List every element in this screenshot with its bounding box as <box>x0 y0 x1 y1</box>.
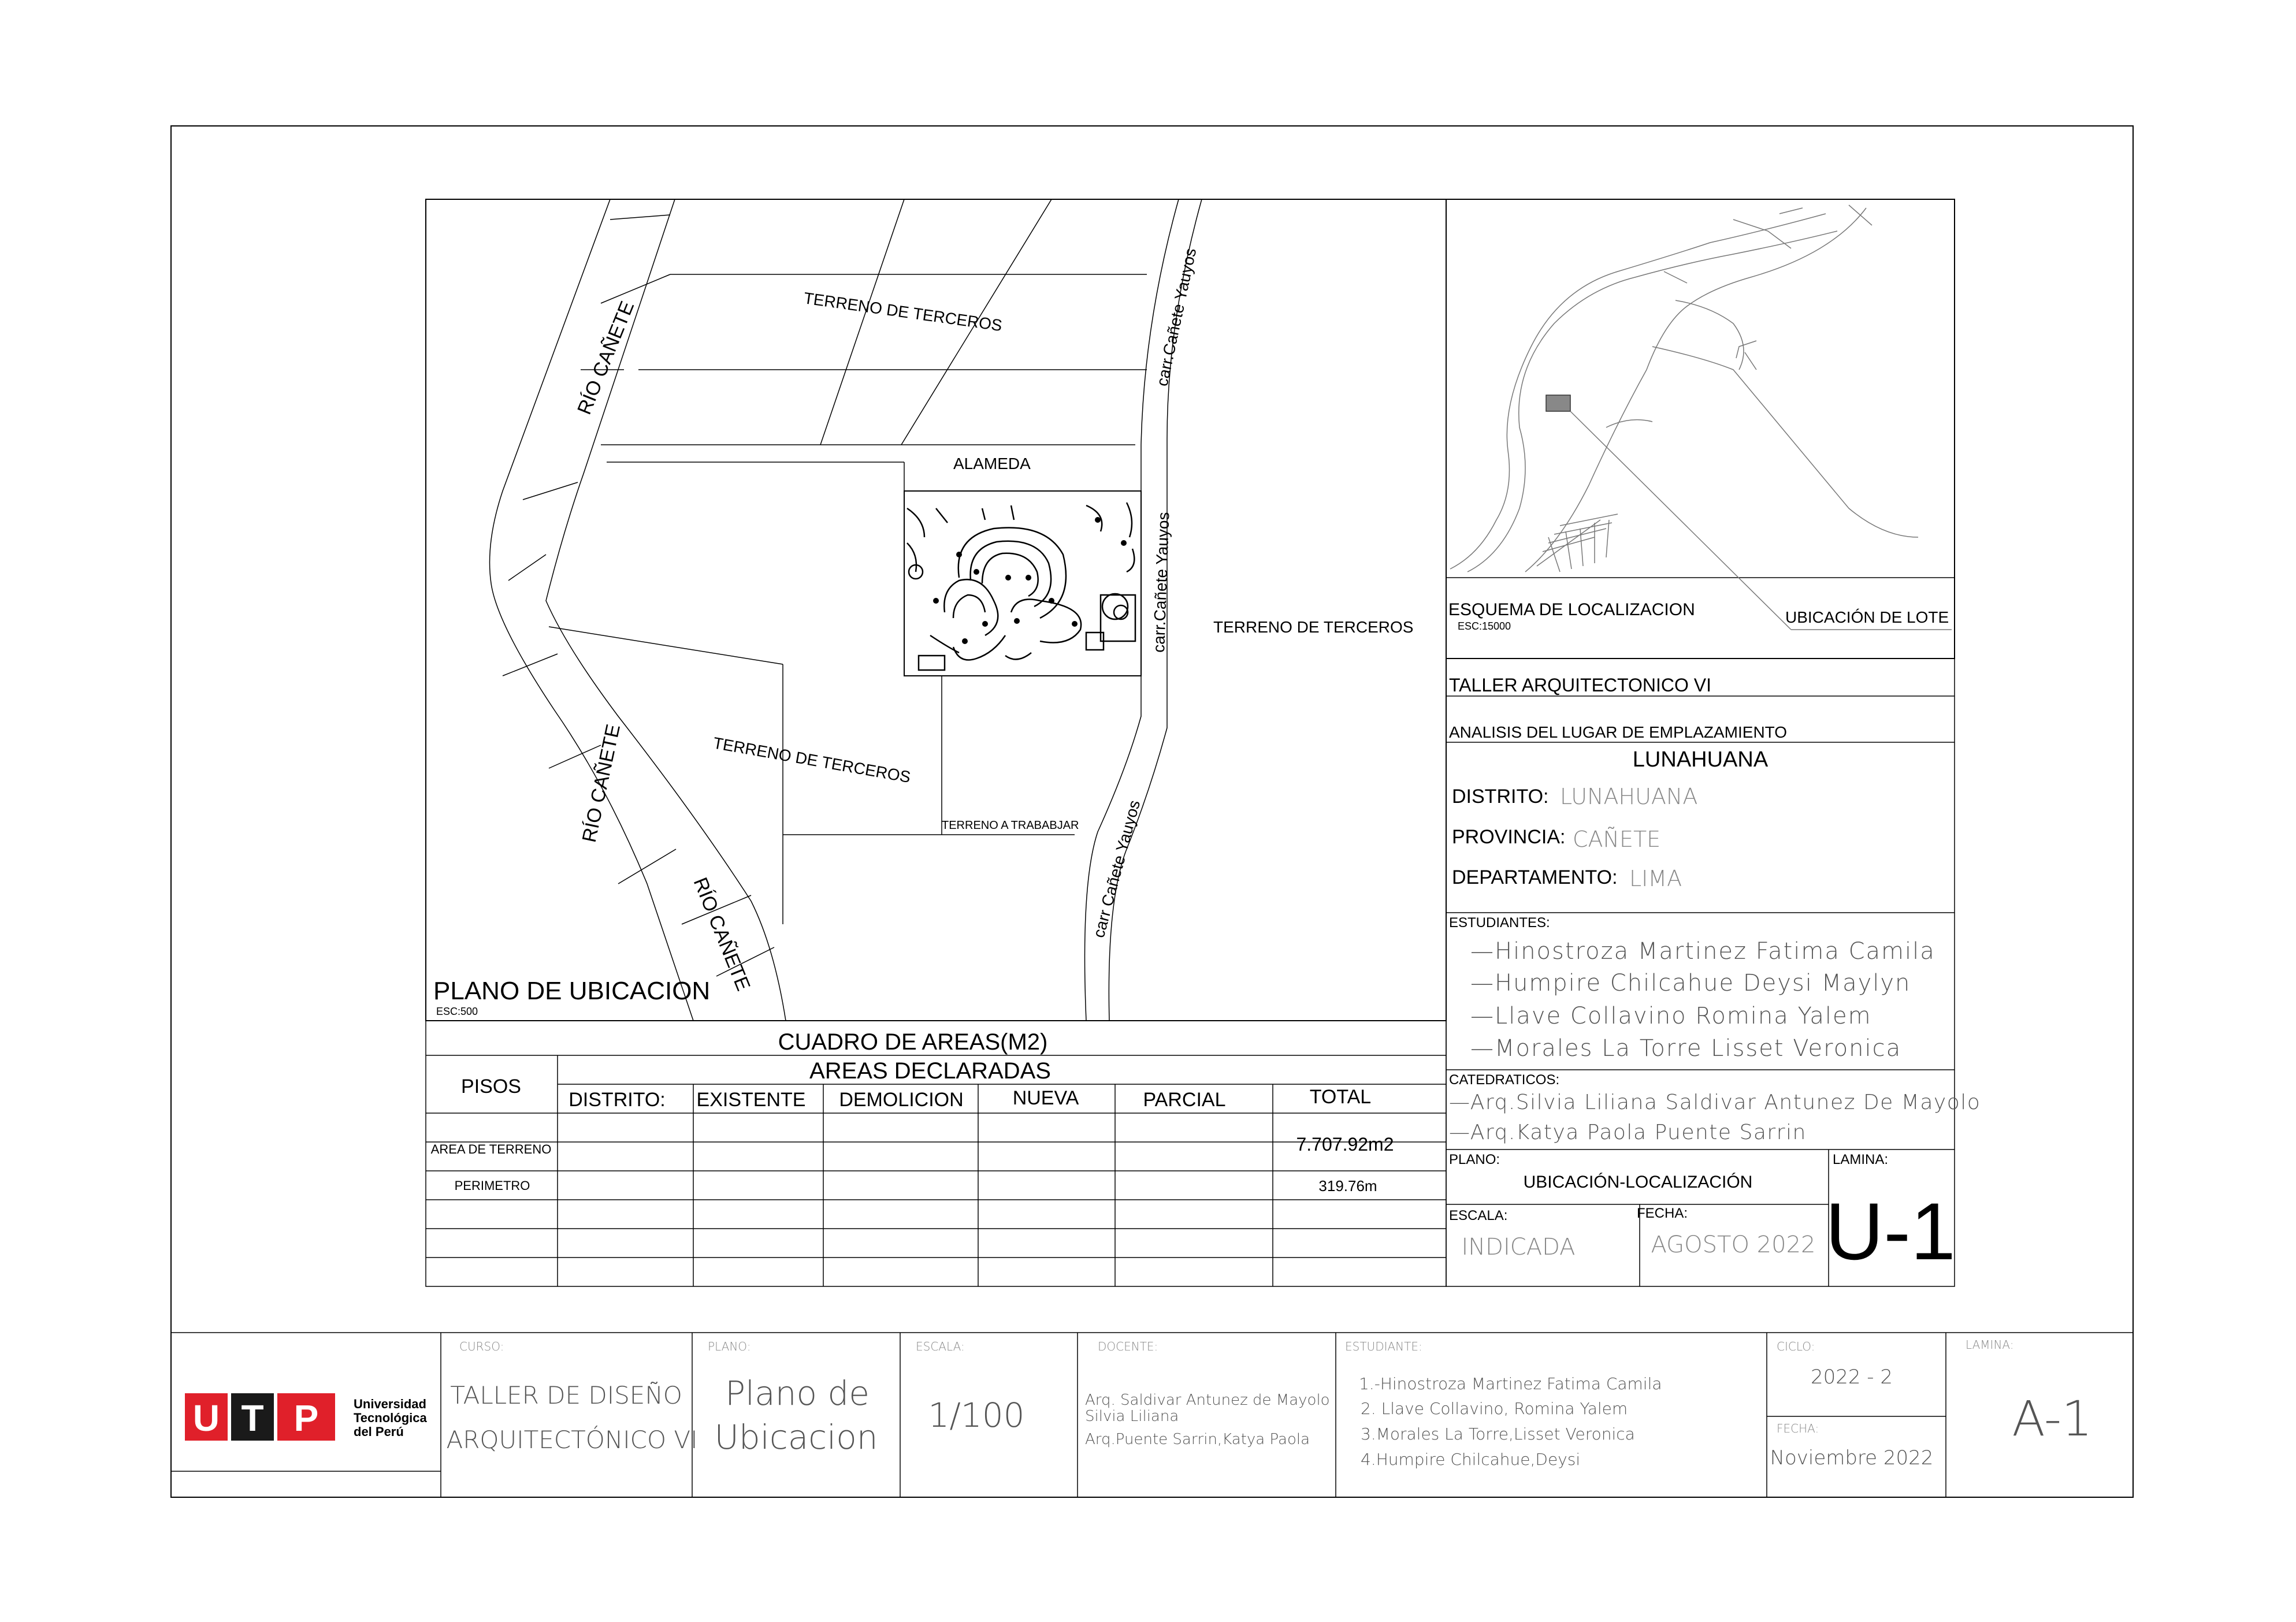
location-road-north <box>1664 205 1872 283</box>
student-3: —Llave Collavino Romina Yalem <box>1470 1003 1872 1029</box>
row-perimetro-total: 319.76m <box>1318 1177 1377 1195</box>
project-lot <box>904 491 1141 676</box>
logo-text-2: Tecnológica <box>354 1411 427 1425</box>
location-road-main <box>1525 208 1866 572</box>
provincia-label: PROVINCIA: <box>1452 826 1566 848</box>
label-terreno-terceros-right: TERRENO DE TERCEROS <box>1213 618 1414 636</box>
tb-plano-label: PLANO: <box>708 1340 751 1353</box>
col-pisos: PISOS <box>461 1076 521 1098</box>
logo-text-3: del Perú <box>354 1424 404 1439</box>
river-right-bank <box>546 199 786 1021</box>
label-carr-canete-yauyos-1: carr.Cañete Yauyos <box>1153 246 1200 388</box>
site-plan <box>426 199 1446 1021</box>
tb-lamina-label: LAMINA: <box>1966 1338 2014 1352</box>
title-block <box>171 1333 2133 1497</box>
plano-value: UBICACIÓN-LOCALIZACIÓN <box>1523 1173 1753 1192</box>
label-rio-canete-3: RÍO CAÑETE <box>689 874 755 994</box>
river-cross-lines <box>503 215 774 976</box>
label-terreno-terceros-top: TERRENO DE TERCEROS <box>803 289 1004 335</box>
location-lot-marker <box>1546 395 1570 411</box>
tb-fecha-label: FECHA: <box>1777 1422 1819 1435</box>
tb-estudiante-1: 1.-Hinostroza Martinez Fatima Camila <box>1359 1374 1662 1393</box>
row-area-terreno-total: 7.707.92m2 <box>1296 1134 1394 1155</box>
escala-label: ESCALA: <box>1449 1208 1508 1223</box>
label-rio-canete-1: RÍO CAÑETE <box>573 298 639 418</box>
tb-lamina-value: A-1 <box>2012 1390 2093 1447</box>
provincia-value: CAÑETE <box>1573 827 1661 852</box>
plan-scale: ESC:500 <box>436 1006 478 1017</box>
info-panel <box>1446 659 1981 1286</box>
tb-escala-value: 1/100 <box>928 1396 1025 1435</box>
location-lot-leader <box>1570 411 1791 630</box>
tb-ciclo-value: 2022 - 2 <box>1810 1366 1893 1389</box>
row-perimetro-label: PERIMETRO <box>454 1178 530 1193</box>
tb-plano-line1: Plano de <box>725 1374 870 1413</box>
location-scale: ESC:15000 <box>1458 620 1511 632</box>
tb-docente-label: DOCENTE: <box>1098 1340 1158 1353</box>
tb-docente-line1: Arq. Saldivar Antunez de Mayolo <box>1085 1392 1330 1409</box>
col-demolicion: DEMOLICION <box>839 1089 964 1111</box>
tb-estudiante-2: 2. Llave Collavino, Romina Yalem <box>1361 1399 1628 1418</box>
student-2: —Humpire Chilcahue Deysi Maylyn <box>1470 970 1911 996</box>
plan-title: PLANO DE UBICACION <box>433 977 711 1005</box>
building-layout <box>907 503 1135 670</box>
professor-1: —Arq.Silvia Liliana Saldivar Antunez De Mayolo <box>1449 1091 1981 1114</box>
student-1: —Hinostroza Martinez Fatima Camila <box>1470 938 1935 965</box>
location-river-lower <box>1467 231 1837 572</box>
label-carr-canete-yauyos-3: carr Cañete Yauyos <box>1089 798 1144 940</box>
plano-label: PLANO: <box>1449 1152 1500 1167</box>
col-nueva: NUEVA <box>1012 1087 1079 1109</box>
tb-escala-label: ESCALA: <box>916 1340 965 1353</box>
professor-2: —Arq.Katya Paola Puente Sarrin <box>1449 1121 1807 1144</box>
students-label: ESTUDIANTES: <box>1449 915 1550 931</box>
departamento-label: DEPARTAMENTO: <box>1452 866 1618 888</box>
logo-letter-p: P <box>293 1397 319 1439</box>
location-road-east <box>1652 347 1918 537</box>
col-total: TOTAL <box>1309 1086 1372 1108</box>
location-hill <box>1736 341 1756 370</box>
tb-curso-label: CURSO: <box>459 1340 504 1353</box>
escala-value: INDICADA <box>1461 1234 1576 1260</box>
utp-logo <box>185 1393 427 1441</box>
tb-fecha-value: Noviembre 2022 <box>1770 1446 1934 1470</box>
tb-ciclo-label: CICLO: <box>1777 1340 1815 1353</box>
areas-title: CUADRO DE AREAS(M2) <box>778 1029 1048 1055</box>
distrito-value: LUNAHUANA <box>1560 784 1698 809</box>
sheet-border <box>171 126 2133 1497</box>
col-distrito: DISTRITO: <box>569 1089 666 1111</box>
label-alameda: ALAMEDA <box>953 455 1031 473</box>
location-town-grid <box>1537 514 1618 572</box>
label-terreno-terceros-mid: TERRENO DE TERCEROS <box>711 734 912 787</box>
student-4: —Morales La Torre Lisset Veronica <box>1470 1035 1902 1062</box>
tb-estudiante-label: ESTUDIANTE: <box>1345 1340 1422 1353</box>
fecha-label: FECHA: <box>1637 1206 1688 1221</box>
tb-docente-line3: Arq.Puente Sarrin,Katya Paola <box>1085 1431 1310 1448</box>
location-scheme <box>1446 199 1955 659</box>
label-terreno-a-trabajar: TERRENO A TRABABJAR <box>942 819 1079 832</box>
location-title: ESQUEMA DE LOCALIZACION <box>1448 600 1695 619</box>
label-carr-canete-yauyos-2: carr.Cañete Yauyos <box>1150 511 1173 653</box>
lamina-value: U-1 <box>1825 1186 1956 1277</box>
tb-estudiante-4: 4.Humpire Chilcahue,Deysi <box>1361 1450 1581 1469</box>
departamento-value: LIMA <box>1629 866 1682 891</box>
tb-docente-line2: Silvia Liliana <box>1085 1408 1179 1425</box>
info-place: LUNAHUANA <box>1632 747 1769 772</box>
logo-letter-u: U <box>192 1397 220 1439</box>
distrito-label: DISTRITO: <box>1452 786 1549 808</box>
label-rio-canete-2: RÍO CAÑETE <box>578 722 625 845</box>
info-analysis: ANALISIS DEL LUGAR DE EMPLAZAMIENTO <box>1449 723 1788 741</box>
lamina-label: LAMINA: <box>1833 1152 1889 1167</box>
river-left-bank <box>490 199 694 1021</box>
logo-letter-t: T <box>241 1397 264 1439</box>
areas-table <box>426 1021 1446 1286</box>
professors-label: CATEDRATICOS: <box>1449 1072 1560 1088</box>
tb-plano-line2: Ubicacion <box>714 1418 878 1457</box>
tb-curso-line2: ARQUITECTÓNICO VI <box>446 1426 698 1454</box>
location-lot-label: UBICACIÓN DE LOTE <box>1785 608 1949 626</box>
col-existente: EXISTENTE <box>696 1089 806 1111</box>
location-road-west <box>1606 420 1652 427</box>
location-river-upper <box>1450 214 1826 569</box>
info-course: TALLER ARQUITECTONICO VI <box>1449 675 1712 695</box>
tb-estudiante-3: 3.Morales La Torre,Lisset Veronica <box>1361 1424 1635 1444</box>
logo-text-1: Universidad <box>354 1397 426 1411</box>
tb-curso-line1: TALLER DE DISEÑO <box>450 1381 682 1409</box>
fecha-value: AGOSTO 2022 <box>1651 1232 1816 1258</box>
location-road-branch <box>1675 300 1744 370</box>
row-area-terreno-label: AREA DE TERRENO <box>430 1142 552 1156</box>
col-parcial: PARCIAL <box>1143 1089 1226 1111</box>
areas-subtitle: AREAS DECLARADAS <box>809 1058 1051 1084</box>
